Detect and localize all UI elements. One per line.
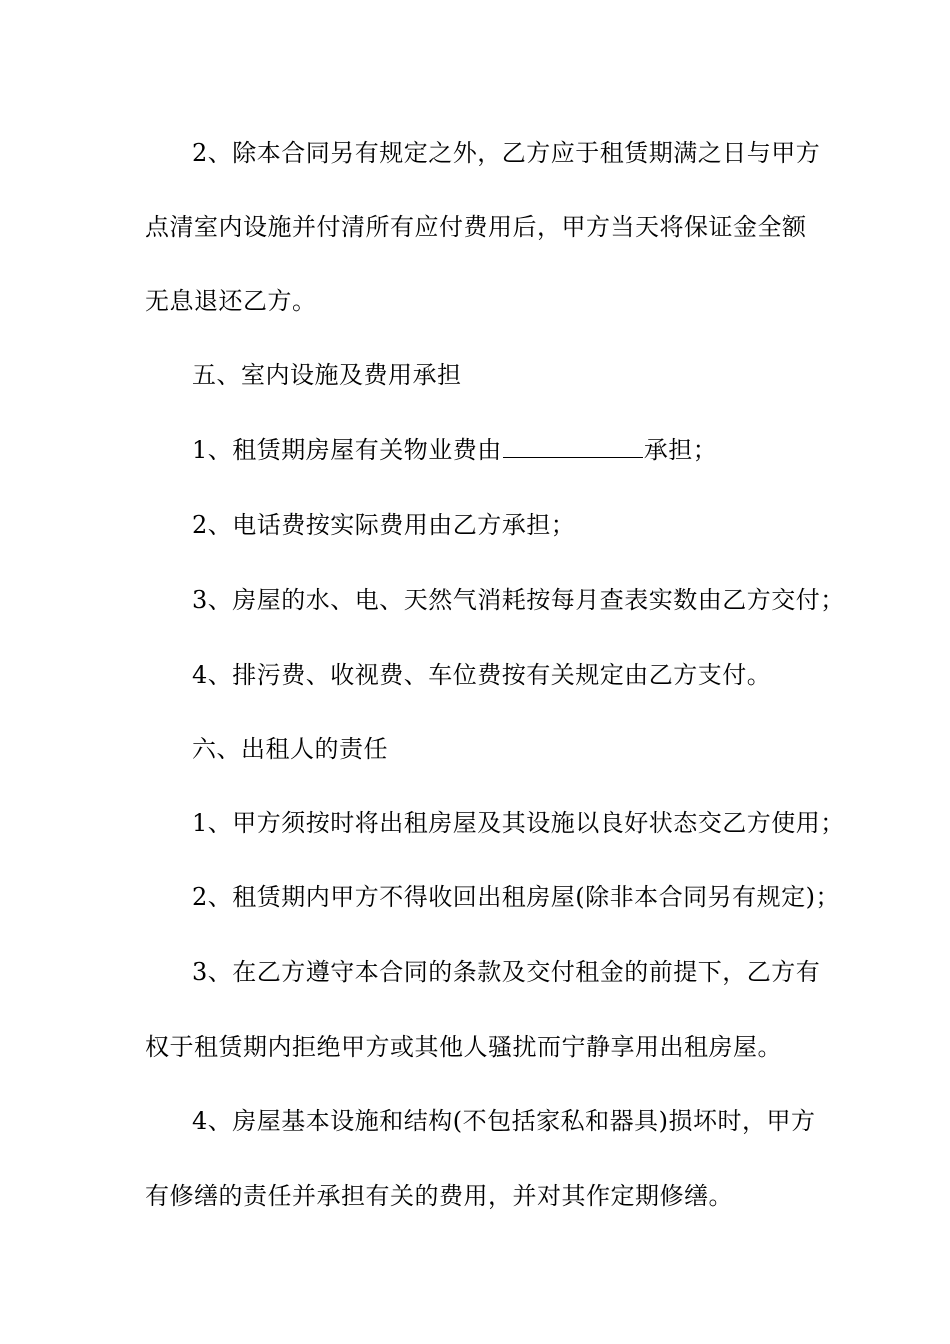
paragraph-text: 无息退还乙方。 xyxy=(145,287,317,315)
text-line xyxy=(0,877,950,917)
paragraph-text: 权于租赁期内拒绝甲方或其他人骚扰而宁静享用出租房屋。 xyxy=(145,1033,782,1061)
paragraph-text: 2、电话费按实际费用由乙方承担； xyxy=(192,511,576,539)
text-line xyxy=(0,430,950,470)
text-line xyxy=(0,281,950,321)
paragraph-text: 1、甲方须按时将出租房屋及其设施以良好状态交乙方使用； xyxy=(192,809,845,837)
section-title-six: 六、出租人的责任 xyxy=(192,735,388,763)
text-line xyxy=(0,505,950,545)
paragraph-text: 2、租赁期内甲方不得收回出租房屋(除非本合同另有规定)； xyxy=(192,883,840,911)
text-line xyxy=(0,952,950,992)
paragraph-text: 点清室内设施并付清所有应付费用后，甲方当天将保证金全额 xyxy=(145,213,807,241)
text-line xyxy=(0,580,950,620)
text-line xyxy=(0,655,950,695)
text-line xyxy=(0,1027,950,1067)
text-line xyxy=(0,207,950,247)
paragraph-text: 3、房屋的水、电、天然气消耗按每月查表实数由乙方交付； xyxy=(192,586,845,614)
paragraph-text: 有修缮的责任并承担有关的费用，并对其作定期修缮。 xyxy=(145,1182,733,1210)
text-line xyxy=(0,1176,950,1216)
fill-in-blank xyxy=(503,435,643,458)
clause-text-before-blank: 1、租赁期房屋有关物业费由 xyxy=(192,436,502,464)
paragraph-text: 3、在乙方遵守本合同的条款及交付租金的前提下，乙方有 xyxy=(192,958,821,986)
text-line xyxy=(0,1101,950,1141)
section-heading xyxy=(0,729,950,769)
clause-with-blank xyxy=(192,430,717,470)
paragraph-text: 2、除本合同另有规定之外，乙方应于租赁期满之日与甲方 xyxy=(192,139,821,167)
text-line xyxy=(0,803,950,843)
section-title-five: 五、室内设施及费用承担 xyxy=(192,361,462,389)
paragraph-text: 4、排污费、收视费、车位费按有关规定由乙方支付。 xyxy=(192,661,772,689)
section-heading xyxy=(0,355,950,395)
text-line xyxy=(0,133,950,173)
paragraph-text: 4、房屋基本设施和结构(不包括家私和器具)损坏时，甲方 xyxy=(192,1107,816,1135)
clause-text-after-blank: 承担； xyxy=(643,436,718,464)
